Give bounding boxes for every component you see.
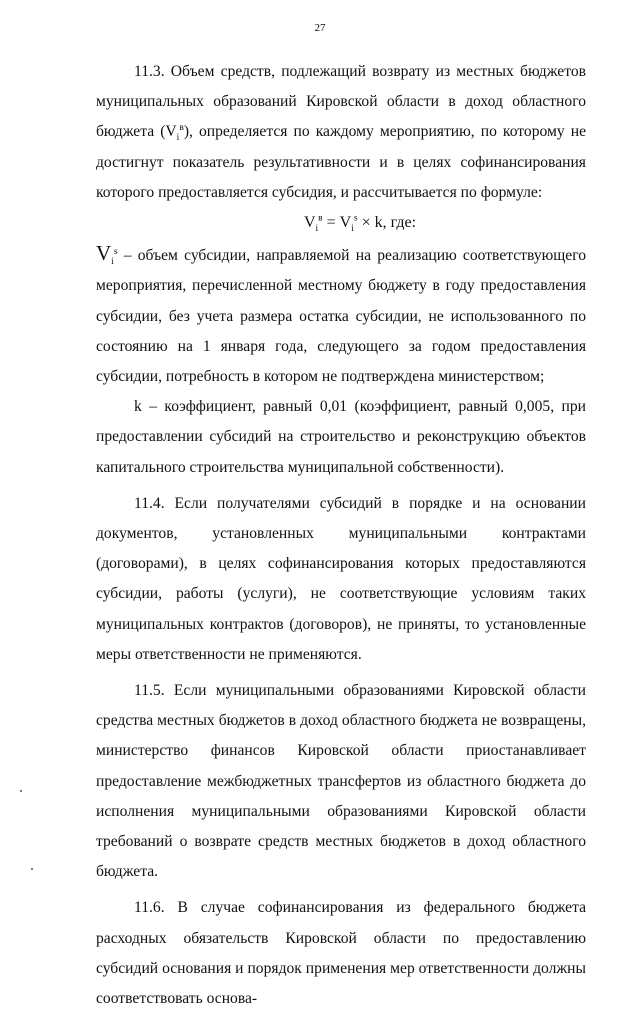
definition-k: k – коэффициент, равный 0,01 (коэффициент, равный 0,005, при предоставлении субсидий на строительство и реконструкцию объектов капитального строительства муниципальной собственности). <box>96 398 586 476</box>
definition-vs: $V_i^s$ – объем субсидии, направляемой на реализацию соответствующего мероприятия, перечисленной местному бюджету в году предоставления субсидии, без учета размера остатка субсидии, не использованного по состоянию на 1 января года, следующего за годом предоставления субсидии, потребность в котором не подтверждена министерством; <box>96 241 586 386</box>
scan-speck <box>20 790 22 792</box>
paragraph-11-4: 11.4. Если получателями субсидий в порядке и на основании документов, установленных муниципальными контрактами (договорами), в целях софинансирования которых предоставляются субсидии, работы (услуги), не соответствующие условиям таких муниципальных контрактов (договоров), не приняты, то установленные меры ответственности не применяются. <box>96 494 586 663</box>
document-body <box>96 57 586 1014</box>
formula: $V_i^в = V_i^s \times k$, где: <box>303 213 417 235</box>
scan-speck <box>31 868 33 870</box>
paragraph-11-3: 11.3. Объем средств, подлежащий возврату из местных бюджетов муниципальных образований Кировской области в доход областного бюджета $(V_i^в)$, определяется по каждому мероприятию, по которому не достигнут показатель результативности и в целях софинансирования которого предоставляется субсидия, и рассчитывается по формуле: <box>96 63 587 201</box>
paragraph-11-5: 11.5. Если муниципальными образованиями Кировской области средства местных бюджетов в доход областного бюджета не возвращены, министерство финансов Кировской области приостанавливает предоставление межбюджетных трансфертов из областного бюджета до исполнения муниципальными образованиями Кировской области требований о возврате средств местных бюджетов в доход областного бюджета. <box>96 682 586 881</box>
page-number: 27 <box>314 22 326 34</box>
paragraph-11-6: 11.6. В случае софинансирования из федерального бюджета расходных обязательств Кировской области по предоставлению субсидий основания и порядок применения мер ответственности должны соответствовать основа- <box>96 899 586 1008</box>
